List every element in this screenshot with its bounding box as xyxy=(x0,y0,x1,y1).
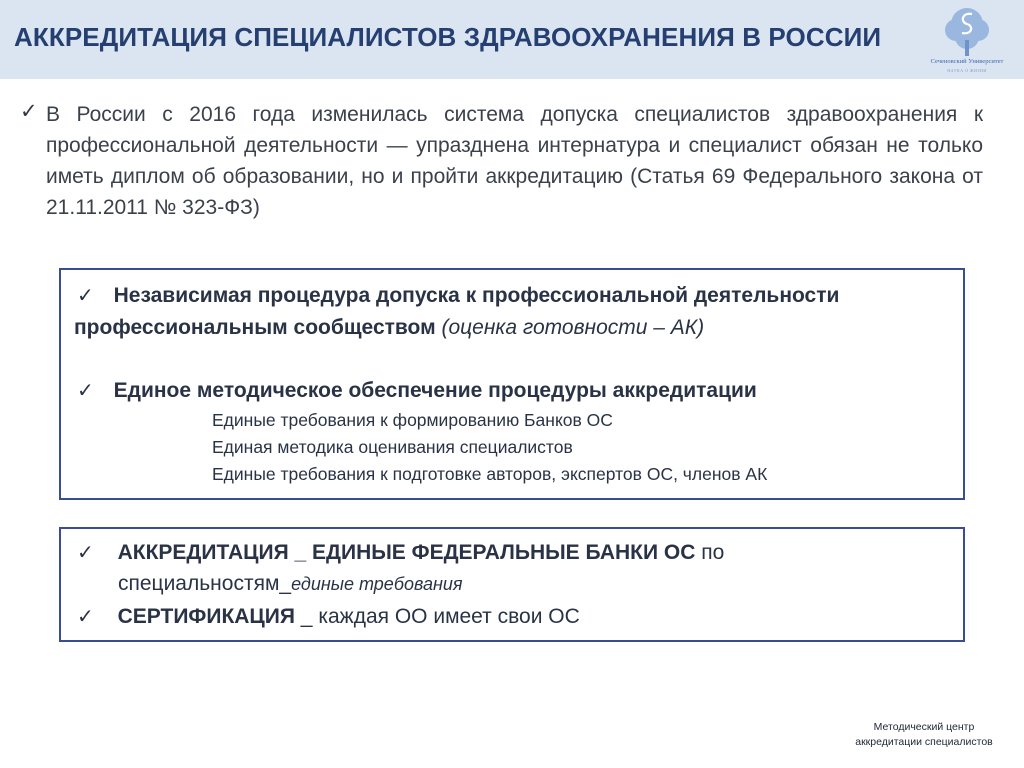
accreditation-title: АККРЕДИТАЦИЯ _ ЕДИНЫЕ ФЕДЕРАЛЬНЫЕ БАНКИ ОС xyxy=(117,541,696,564)
sechenov-tree-logo-icon xyxy=(922,4,1012,58)
accreditation-item-line2 xyxy=(118,572,463,596)
sub-item-authors: Единые требования к подготовке авторов, экспертов ОС, членов АК xyxy=(212,464,768,484)
accreditation-vs-certification-box xyxy=(59,527,965,642)
footer-caption xyxy=(850,720,998,750)
principle-1-title: Независимая процедура допуска к профессиональной деятельности xyxy=(113,284,840,307)
accreditation-specialties: специальностям_ xyxy=(118,572,292,595)
logo-name: Сеченовский Университет xyxy=(930,58,1004,65)
header-bar xyxy=(0,0,1024,79)
logo-motto: НАУКА О ЖИЗНИ xyxy=(947,68,987,73)
accreditation-requirements: единые требования xyxy=(291,574,463,594)
intro-check-icon: ✓ xyxy=(20,100,38,123)
certification-check-icon: ✓ xyxy=(77,606,94,628)
university-logo xyxy=(922,4,1012,76)
principle-1-title-cont: профессиональным сообществом xyxy=(74,316,436,339)
principle-item-1-line1 xyxy=(77,283,839,308)
sub-item-banks: Единые требования к формированию Банков ОС xyxy=(212,410,613,430)
principle-item-2 xyxy=(77,378,757,403)
footer-line-2: аккредитации специалистов xyxy=(855,736,993,748)
intro-text: В России с 2016 года изменилась система допуска специалистов здравоохранения к профессиональной деятельности — упразднена интернатура и специалист обязан не только иметь диплом об образовании, но и пройти аккредитацию (Статья 69 Федерального закона от 21.11.2011 № 323-ФЗ) xyxy=(46,103,983,219)
accreditation-item-line1 xyxy=(77,540,724,565)
accreditation-principles-box xyxy=(59,268,965,500)
page-title: АККРЕДИТАЦИЯ СПЕЦИАЛИСТОВ ЗДРАВООХРАНЕНИЯ В РОССИИ xyxy=(14,22,882,52)
principle-item-1-line2 xyxy=(74,316,704,340)
certification-text: _ каждая ОО имеет свои ОС xyxy=(294,605,580,628)
certification-item xyxy=(77,604,580,629)
principle-1-note: (оценка готовности – АК) xyxy=(441,316,705,339)
principle-2-check-icon: ✓ xyxy=(77,380,94,402)
accreditation-check-icon: ✓ xyxy=(77,542,94,564)
principle-2-title: Единое методическое обеспечение процедуры аккредитации xyxy=(113,379,757,402)
principle-1-check-icon: ✓ xyxy=(77,285,94,307)
accreditation-suffix: по xyxy=(695,541,725,564)
sub-item-methodology: Единая методика оценивания специалистов xyxy=(212,437,573,457)
footer-line-1: Методический центр xyxy=(873,721,975,733)
certification-title: СЕРТИФИКАЦИЯ xyxy=(117,605,295,628)
